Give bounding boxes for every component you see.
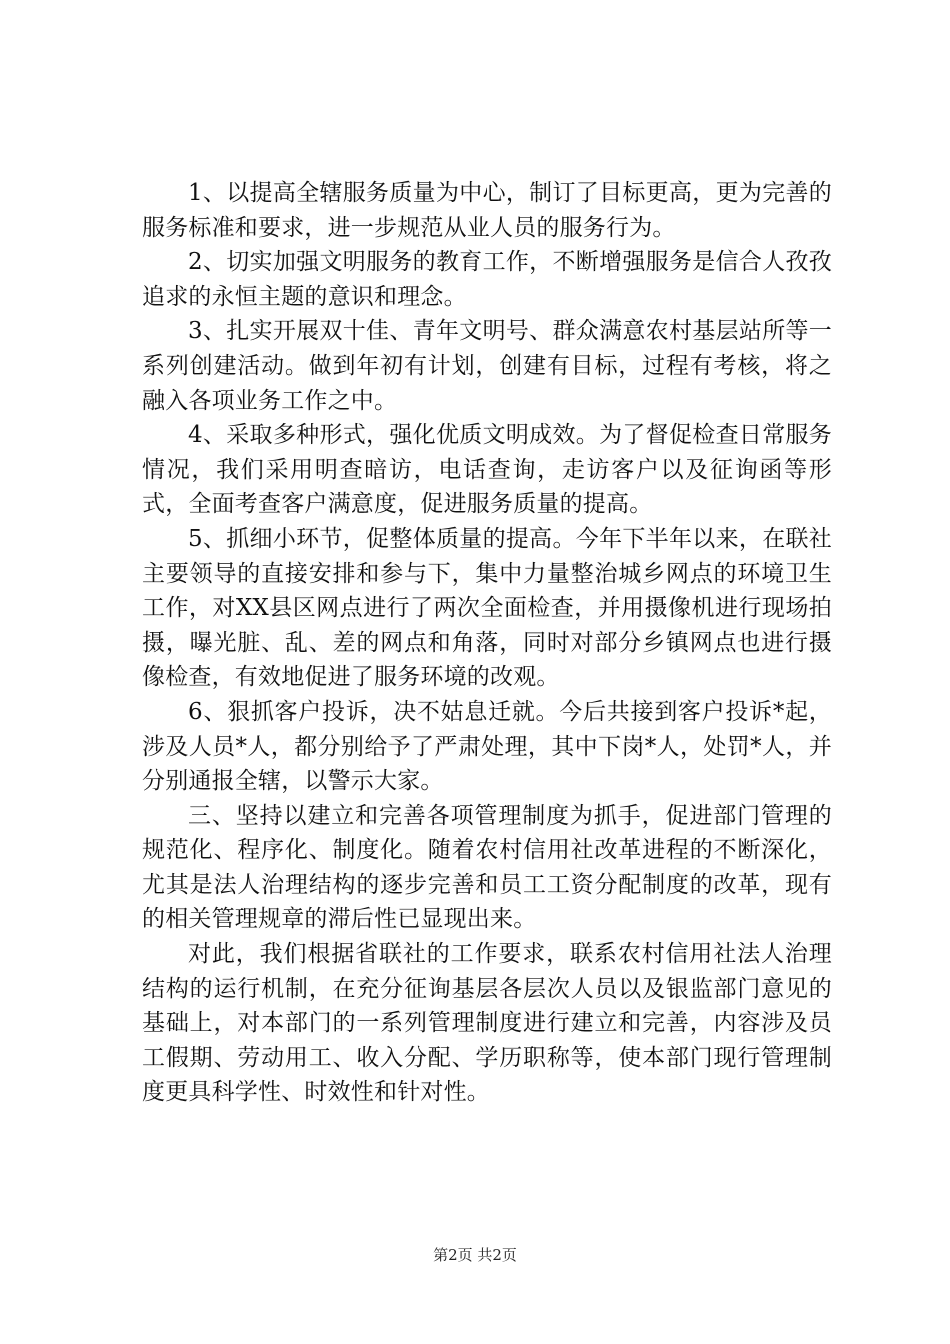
paragraph-8: 对此，我们根据省联社的工作要求，联系农村信用社法人治理结构的运行机制，在充分征询基层各层次人员以及银监部门意见的基础上，对本部门的一系列管理制度进行建立和完善，内容涉及员工假期、劳动用工、收入分配、学历职称等，使本部门现行管理制度更具科学性、时效性和针对性。 bbox=[142, 941, 832, 1106]
paragraph-7: 三、坚持以建立和完善各项管理制度为抓手，促进部门管理的规范化、程序化、制度化。随着农村信用社改革进程的不断深化，尤其是法人治理结构的逐步完善和员工工资分配制度的改革，现有的相关管理规章的滞后性已显现出来。 bbox=[142, 802, 832, 933]
paragraph-1: 1、以提高全辖服务质量为中心，制订了目标更高，更为完善的服务标准和要求，进一步规范从业人员的服务行为。 bbox=[142, 180, 832, 241]
page-number-footer: 第2页 共2页 bbox=[433, 1246, 517, 1264]
paragraph-6: 6、狠抓客户投诉，决不姑息迁就。今后共接到客户投诉*起，涉及人员*人，都分别给予了严肃处理，其中下岗*人，处罚*人，并分别通报全辖，以警示大家。 bbox=[142, 698, 832, 795]
paragraph-2: 2、切实加强文明服务的教育工作，不断增强服务是信合人孜孜追求的永恒主题的意识和理念。 bbox=[142, 249, 832, 310]
paragraph-3: 3、扎实开展双十佳、青年文明号、群众满意农村基层站所等一系列创建活动。做到年初有计划，创建有目标，过程有考核，将之融入各项业务工作之中。 bbox=[142, 318, 832, 414]
paragraph-4: 4、采取多种形式，强化优质文明成效。为了督促检查日常服务情况，我们采用明查暗访，电话查询，走访客户以及征询函等形式，全面考查客户满意度，促进服务质量的提高。 bbox=[142, 422, 832, 518]
paragraph-5: 5、抓细小环节，促整体质量的提高。今年下半年以来，在联社主要领导的直接安排和参与下，集中力量整治城乡网点的环境卫生工作，对XX县区网点进行了两次全面检查，并用摄像机进行现场拍摄，曝光脏、乱、差的网点和角落，同时对部分乡镇网点也进行摄像检查，有效地促进了服务环境的改观。 bbox=[142, 525, 832, 691]
document-body bbox=[142, 176, 832, 1110]
